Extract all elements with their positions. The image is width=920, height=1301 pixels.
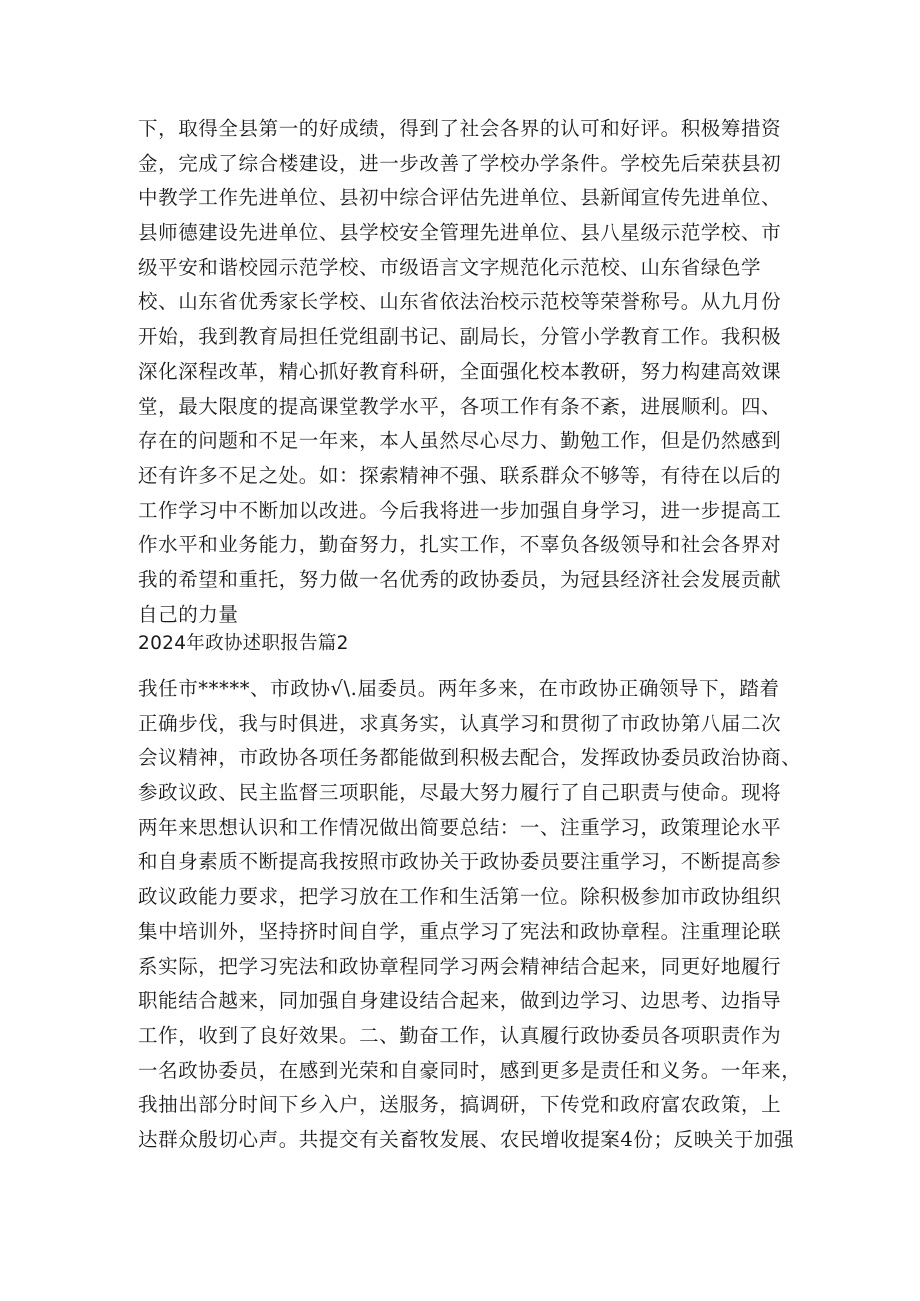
text-line: 我抽出部分时间下乡入户，送服务，搞调研，下传党和政府富农政策，上: [138, 1093, 782, 1117]
text-line: 深化深程改革，精心抓好教育科研，全面强化校本教研，努力构建高效课: [138, 359, 782, 383]
text-line: 存在的问题和不足一年来，本人虽然尽心尽力、勤勉工作，但是仍然感到: [138, 429, 782, 453]
text-line: 工作，收到了良好效果。二、勤奋工作，认真履行政协委员各项职责作为: [138, 1023, 782, 1047]
text-line: 还有许多不足之处。如：探索精神不强、联系群众不够等，有待在以后的: [138, 463, 782, 487]
text-line: 金，完成了综合楼建设，进一步改善了学校办学条件。学校先后荣获县初: [138, 151, 782, 175]
text-line: 开始，我到教育局担任党组副书记、副局长，分管小学教育工作。我积极: [138, 325, 782, 349]
body-paragraph-1: [138, 112, 798, 632]
text-line: 和自身素质不断提高我按照市政协关于政协委员要注重学习，不断提高参: [138, 850, 782, 874]
text-line: 县师德建设先进单位、县学校安全管理先进单位、县八星级示范学校、市: [138, 221, 782, 245]
text-line: 系实际，把学习宪法和政协章程同学习两会精神结合起来，同更好地履行: [138, 954, 782, 978]
text-line: 堂，最大限度的提高课堂教学水平，各项工作有条不紊，进展顺利。四、: [138, 394, 782, 418]
text-line: 我的希望和重托，努力做一名优秀的政协委员，为冠县经济社会发展贡献: [138, 567, 782, 591]
text-line: 两年来思想认识和工作情况做出简要总结：一、注重学习，政策理论水平: [138, 815, 782, 839]
text-line: 参政议政、民主监督三项职能，尽最大努力履行了自己职责与使命。现将: [138, 781, 782, 805]
section-heading: 2024年政协述职报告篇2: [138, 633, 349, 654]
text-line: 工作学习中不断加以改进。今后我将进一步加强自身学习，进一步提高工: [138, 498, 782, 522]
text-line: 下，取得全县第一的好成绩，得到了社会各界的认可和好评。积极筹措资: [138, 117, 782, 140]
text-line: 一名政协委员，在感到光荣和自豪同时，感到更多是责任和义务。一年来，: [138, 1058, 802, 1082]
text-line: 校、山东省优秀家长学校、山东省依法治校示范校等荣誉称号。从九月份: [138, 290, 782, 314]
text-line: 我任市*****、市政协√\.届委员。两年多来，在市政协正确领导下，踏着: [138, 677, 780, 700]
text-line: 作水平和业务能力，勤奋努力，扎实工作，不辜负各级领导和社会各界对: [138, 533, 782, 557]
text-line: 正确步伐，我与时俱进，求真务实，认真学习和贯彻了市政协第八届二次: [138, 711, 782, 735]
text-line: 自己的力量: [138, 602, 239, 626]
text-line: 达群众殷切心声。共提交有关畜牧发展、农民增收提案4份；反映关于加强: [138, 1127, 795, 1151]
text-line: 级平安和谐校园示范学校、市级语言文字规范化示范校、山东省绿色学: [138, 255, 762, 279]
text-line: 中教学工作先进单位、县初中综合评估先进单位、县新闻宣传先进单位、: [138, 186, 782, 210]
text-line: 集中培训外，坚持挤时间自学，重点学习了宪法和政协章程。注重理论联: [138, 919, 782, 943]
text-line: 政议政能力要求，把学习放在工作和生活第一位。除积极参加市政协组织: [138, 885, 782, 909]
text-line: 职能结合越来，同加强自身建设结合起来，做到边学习、边思考、边指导: [138, 989, 782, 1013]
body-paragraph-2: [138, 672, 802, 1158]
text-line: 会议精神，市政协各项任务都能做到积极去配合，发挥政协委员政治协商、: [138, 746, 802, 770]
